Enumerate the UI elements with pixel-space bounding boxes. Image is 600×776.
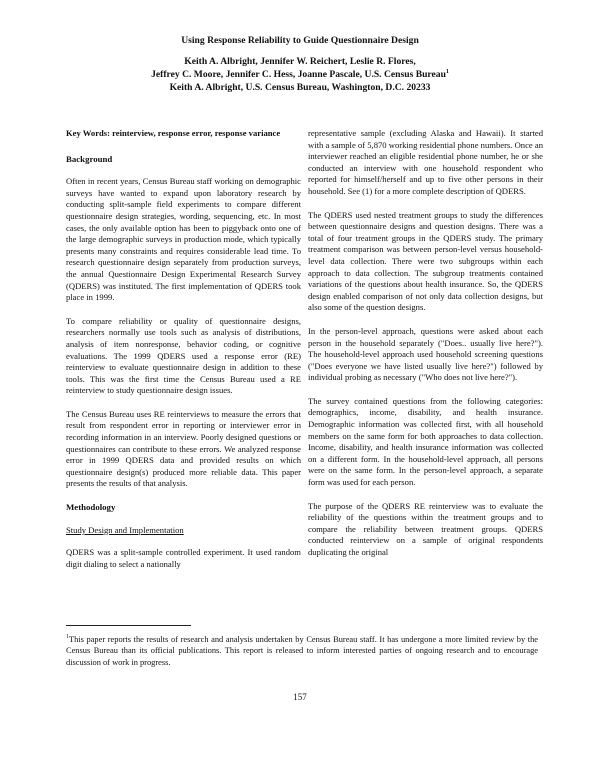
keywords: Key Words: reinterview, response error, response variance <box>66 128 281 138</box>
footnote-mark: 1 <box>66 634 69 641</box>
page-number: 157 <box>293 692 307 702</box>
right-paragraph-3: In the person-level approach, questions were asked about each person in the household separately ("Does.. usually live here?"). The household-level approach used household screening questions ("Does everyone we have listed usually live here?") followed by individual probing as necessary ("Who does not live here?"). <box>308 325 543 383</box>
author-block <box>60 55 540 94</box>
author-line-2-text: Jeffrey C. Moore, Jennifer C. Hess, Joanne Pascale, U.S. Census Bureau <box>151 69 446 80</box>
study-design-paragraph: QDERS was a split-sample controlled experiment. It used random digit dialing to select a nationally <box>66 547 301 569</box>
right-paragraph-2: The QDERS used nested treatment groups to study the differences between questionnaire designs and question designs. There was a total of four treatment groups in the QDERS study. The primary treatment comparison was between person-level versus household-level data collection. There were two subgroups within each approach to data collection. The subgroup treatments contained variations of the questions about health insurance. So, the QDERS design enabled comparison of not only data collection designs, but also some of the question designs. <box>308 209 543 313</box>
background-heading: Background <box>66 153 113 164</box>
author-line-1: Keith A. Albright, Jennifer W. Reichert, Leslie R. Flores, <box>184 56 416 67</box>
background-paragraph-3: The Census Bureau uses RE reinterviews to measure the errors that result from respondent error in reporting or interviewer error in recording information in an interview. Poorly designed questions or questionnaires can contribute to these errors. We analyzed response error in 1999 QDERS data and provided results on which questionnaire design(s) produced more reliable data. This paper presents the results of that analysis. <box>66 408 301 489</box>
footnote-rule <box>66 625 191 626</box>
right-paragraph-5: The purpose of the QDERS RE reinterview was to evaluate the reliability of the questions within the treatment groups and to compare the reliability between treatment groups. QDERS conducted reinterview on a sample of original respondents duplicating the original <box>308 500 543 557</box>
footnote <box>66 634 538 668</box>
right-paragraph-4: The survey contained questions from the following categories: demographics, income, disability, and health insurance. Demographic information was collected first, with all household members on the same form for both approaches to data collection. Income, disability, and health insurance information was collected on a different form. In the household-level approach, all persons were on the same form. In the person-level approach, a separate form was used for each person. <box>308 395 543 488</box>
author-line-2 <box>60 68 540 81</box>
background-paragraph-2: To compare reliability or quality of questionnaire designs, researchers normally use tools such as analysis of distributions, analysis of item nonresponse, behavior coding, or cognitive evaluations. The 1999 QDERS used a response error (RE) reinterview to evaluate questionnaire design in addition to these tools. This was the first time the Census Bureau used a RE reinterview to study questionnaire design issues. <box>66 315 301 396</box>
left-column <box>66 128 301 582</box>
right-column <box>308 128 543 571</box>
author-line-3: Keith A. Albright, U.S. Census Bureau, Washington, D.C. 20233 <box>169 82 431 93</box>
footnote-text: This paper reports the results of research and analysis undertaken by Census Bureau staff. It has undergone a more limited review by the Census Bureau than its official publications. This report is released to inform interested parties of ongoing research and to encourage discussion of work in progress. <box>66 635 538 667</box>
author-footnote-mark: 1 <box>445 68 449 75</box>
background-paragraph-1: Often in recent years, Census Bureau staff working on demographic surveys have wanted to expand upon laboratory research by conducting split-sample field experiments to compare different questionnaire design strategies, wording, sequencing, etc. In most cases, the only available option has been to piggyback onto one of the large demographic surveys in production mode, which typically presents many constraints and requires considerable lead time. To research questionnaire design separately from production surveys, the annual Questionnaire Design Experimental Research Survey (QDERS) was instituted. The first implementation of QDERS took place in 1999. <box>66 176 301 303</box>
study-design-heading: Study Design and Implementation <box>66 524 184 535</box>
paper-title: Using Response Reliability to Guide Questionnaire Design <box>181 35 419 46</box>
methodology-heading: Methodology <box>66 502 116 513</box>
right-paragraph-1: representative sample (excluding Alaska and Hawaii). It started with a sample of 5,870 working residential phone numbers. Once an interviewer reached an eligible residential phone number, he or she conducted an interview with one household respondent who reported for himself/herself and up to five other persons in their household. See (1) for a more complete description of QDERS. <box>308 128 543 196</box>
